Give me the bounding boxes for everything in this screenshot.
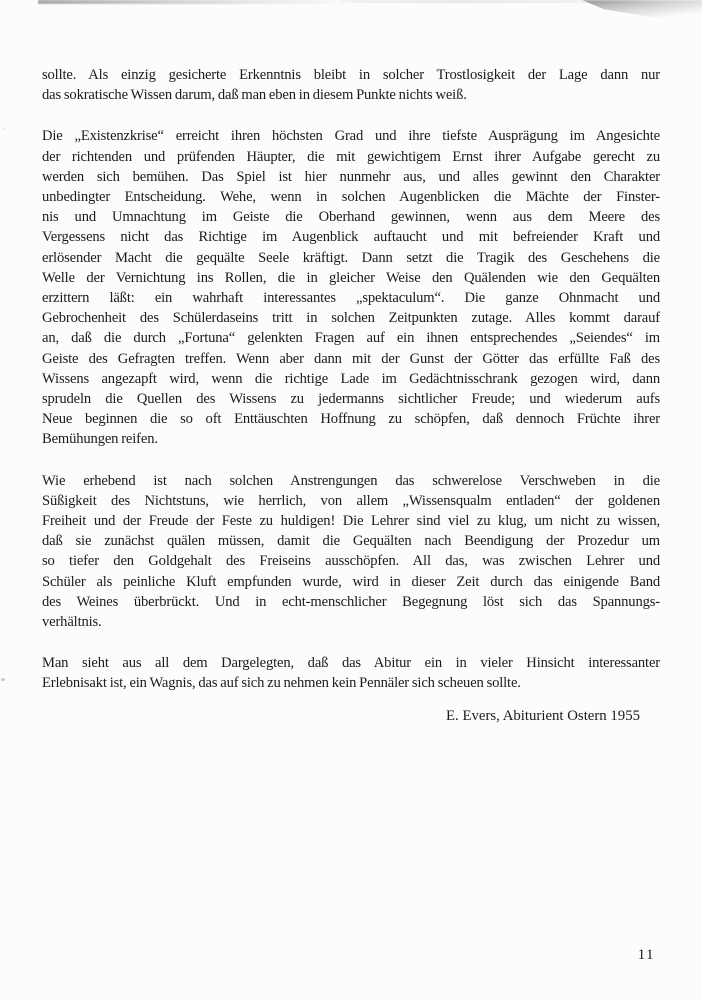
text-line: Die „Existenzkrise“ erreicht ihren höchsten Grad und ihre tiefste Ausprägung im Angesichte: [42, 128, 660, 145]
text-line: Welle der Vernichtung ins Rollen, die in gleicher Weise den Quälenden wie den Gequälten: [42, 269, 660, 286]
paragraph: [42, 65, 660, 105]
text-line: Erlebnisakt ist, ein Wagnis, das auf sich zu nehmen kein Pennäler sich scheuen sollte.: [42, 675, 521, 692]
paragraph: [42, 471, 660, 633]
signature-line: E. Evers, Abiturient Ostern 1955: [446, 708, 640, 724]
text-line: sollte. Als einzig gesicherte Erkenntnis bleibt in solcher Trostlosigkeit der Lage dann nur: [42, 67, 660, 83]
text-line: der richtenden und prüfenden Häupter, die mit gewichtigem Ernst ihrer Aufgabe gerecht zu: [42, 148, 660, 165]
scan-edge-artifact-top: [38, 0, 338, 4]
text-line: Gebrochenheit des Schülerdaseins tritt in solchen Zeitpunkten zutage. Alles kommt darauf: [42, 310, 660, 327]
text-line: Bemühungen reifen.: [42, 431, 158, 448]
text-line: so tiefer den Goldgehalt des Freiseins ausschöpfen. All das, was zwischen Lehrer und: [42, 553, 660, 570]
text-line: unbedingter Entscheidung. Wehe, wenn in solchen Augenblicken die Mächte der Finster-: [42, 189, 660, 206]
text-block: [42, 65, 660, 715]
scan-speck: [2, 128, 5, 130]
text-line: verhältnis.: [42, 614, 102, 631]
text-line: erlösender Macht die gequälte Seele kräftigt. Dann setzt die Tragik des Geschehens die: [42, 249, 660, 266]
page-number: 11: [637, 947, 655, 963]
text-line: Neue beginnen die so oft Enttäuschten Hoffnung zu schöpfen, daß dennoch Früchte ihrer: [42, 411, 660, 428]
paragraph: [42, 126, 660, 449]
scan-corner-shadow: [582, 0, 702, 26]
text-line: Vergessens nicht das Richtige im Augenblick auftaucht und mit befreiender Kraft und: [42, 229, 660, 246]
paragraph: [42, 653, 660, 693]
text-line: Freiheit und der Freude der Feste zu huldigen! Die Lehrer sind viel zu klug, um nicht zu wissen,: [42, 513, 660, 530]
text-line: Süßigkeit des Nichtstuns, wie herrlich, von allem „Wissensqualm entladen“ der goldenen: [42, 492, 660, 509]
text-line: sprudeln die Quellen des Wissens zu jedermanns sichtlicher Freude; und wiederum aufs: [42, 391, 660, 408]
text-line: das sokratische Wissen darum, daß man eben in diesem Punkte nichts weiß.: [42, 87, 467, 104]
text-line: werden sich bemühen. Das Spiel ist hier nunmehr aus, und alles gewinnt den Charakter: [42, 168, 660, 185]
scan-speck: [1, 678, 5, 681]
text-line: an, daß die durch „Fortuna“ gelenkten Fragen auf ein ihnen entsprechendes „Seiendes“ im: [42, 330, 660, 347]
text-line: des Weines überbrückt. Und in echt-menschlicher Begegnung löst sich das Spannungs-: [42, 593, 660, 610]
text-line: Man sieht aus all dem Dargelegten, daß das Abitur ein in vieler Hinsicht interessanter: [42, 655, 660, 672]
text-line: Schüler als peinliche Kluft empfunden wurde, wird in dieser Zeit durch das einigende Band: [42, 573, 660, 590]
text-line: Geiste des Gefragten treffen. Wenn aber dann mit der Gunst der Götter das erfüllte Faß des: [42, 350, 660, 367]
text-line: erzittern läßt: ein wahrhaft interessantes „spektaculum“. Die ganze Ohnmacht und: [42, 290, 660, 307]
text-line: Wie erhebend ist nach solchen Anstrengungen das schwerelose Verschweben in die: [42, 472, 660, 489]
text-line: nis und Umnachtung im Geiste die Oberhand gewinnen, wenn aus dem Meere des: [42, 209, 660, 226]
text-line: Wissens angezapft wird, wenn die richtige Lade im Gedächtnisschrank gezogen wird, dann: [42, 370, 660, 387]
text-line: daß sie zunächst quälen müssen, damit die Gequälten nach Beendigung der Prozedur um: [42, 533, 660, 550]
